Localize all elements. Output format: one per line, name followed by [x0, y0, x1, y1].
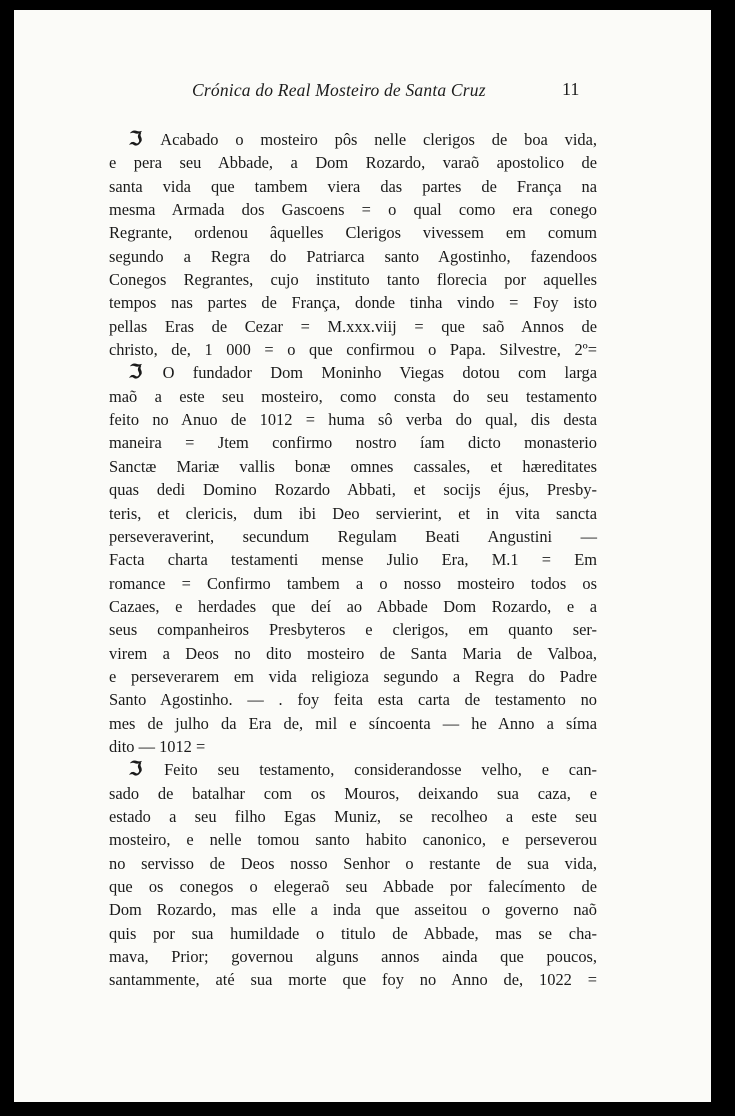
text-line: ℑ Feito seu testamento, considerandosse velho, e can- [129, 759, 597, 781]
text-line: tempos nas partes de França, donde tinha vindo = Foy isto [109, 293, 597, 313]
text-line: quas dedi Domino Rozardo Abbati, et socijs éjus, Presby- [109, 480, 597, 500]
paragraph-mark-icon: ℑ [129, 759, 143, 781]
text-line: ℑ O fundador Dom Moninho Viegas dotou com larga [129, 362, 597, 384]
text-line: virem a Deos no dito mosteiro de Santa Maria de Valboa, [109, 643, 597, 663]
text-line: no servisso de Deos nosso Senhor o restante de sua vida, [109, 853, 597, 873]
text-line: seus companheiros Presbyteros e clerigos, em quanto ser- [109, 620, 597, 640]
book-page [14, 10, 711, 1102]
body-text [109, 128, 597, 992]
text-line: Regrante, ordenou âquelles Clerigos vivessem em comum [109, 223, 597, 243]
text-line: estado a seu filho Egas Muniz, se recolheo a este seu [109, 806, 597, 826]
text-line: sado de batalhar com os Mouros, deixando sua caza, e [109, 783, 597, 803]
text-line: mava, Prior; governou alguns annos ainda que poucos, [109, 947, 597, 967]
text-line: mesma Armada dos Gascoens = o qual como era conego [109, 200, 597, 220]
text-line: que os conegos o elegeraõ seu Abbade por falecímento de [109, 877, 597, 896]
text-line: Santo Agostinho. — . foy feita esta carta de testamento no [109, 690, 597, 710]
text-line: e pera seu Abbade, a Dom Rozardo, varaõ apostolico de [109, 153, 597, 173]
text-line: feito no Anuo de 1012 = huma sô verba do qual, dis desta [109, 410, 597, 430]
text-line: christo, de, 1 000 = o que confirmou o Papa. Silvestre, 2º= [109, 340, 597, 360]
paragraph-1 [109, 128, 597, 361]
text-line: Cazaes, e herdades que deí ao Abbade Dom Rozardo, e a [109, 596, 597, 616]
text-line: Conegos Regrantes, cujo instituto tanto florecia por aquelles [109, 270, 597, 290]
text-line: santa vida que tambem viera das partes de França na [109, 176, 597, 196]
page-header [14, 78, 711, 108]
paragraph-3 [109, 758, 597, 991]
text-line: quis por sua humildade o titulo de Abbade, mas se cha- [109, 923, 597, 943]
text-line: Dom Rozardo, mas elle a inda que asseitou o governo naõ [109, 900, 597, 920]
text-line: pellas Eras de Cezar = M.xxx.viij = que saõ Annos de [109, 316, 597, 336]
page-number: 11 [562, 79, 580, 99]
text-line: teris, et clericis, dum ibi Deo servierint, et in vita sancta [109, 503, 597, 523]
text-line: mosteiro, e nelle tomou santo habito canonico, e perseverou [109, 830, 597, 850]
text-line: segundo a Regra do Patriarca santo Agostinho, fazendoos [109, 246, 597, 266]
text-line: Sanctæ Mariæ vallis bonæ omnes cassales, et hæreditates [109, 456, 597, 476]
paragraph-mark-icon: ℑ [129, 129, 143, 150]
text-line: ℑ Acabado o mosteiro pôs nelle clerigos de boa vida, [129, 129, 597, 150]
text-line: santammente, até sua morte que foy no Anno de, 1022 = [109, 970, 597, 990]
text-line: maneira = Jtem confirmo nostro íam dicto monasterio [109, 433, 597, 453]
text-line: romance = Confirmo tambem a o nosso mosteiro todos os [109, 573, 597, 593]
paragraph-2 [109, 361, 597, 758]
text-line: e perseverarem em vida religioza segundo a Regra do Padre [109, 666, 597, 686]
text-line: perseveraverint, secundum Regulam Beati Angustini — [109, 526, 597, 546]
text-line: maõ a este seu mosteiro, como consta do seu testamento [109, 386, 597, 406]
text-line: Facta charta testamenti mense Julio Era, M.1 = Em [109, 550, 597, 570]
running-title: Crónica do Real Mosteiro de Santa Cruz [192, 80, 486, 100]
text-line: mes de julho da Era de, mil e síncoenta — he Anno a síma [109, 713, 597, 733]
text-line: dito — 1012 = [109, 736, 206, 756]
paragraph-mark-icon: ℑ [129, 362, 143, 384]
